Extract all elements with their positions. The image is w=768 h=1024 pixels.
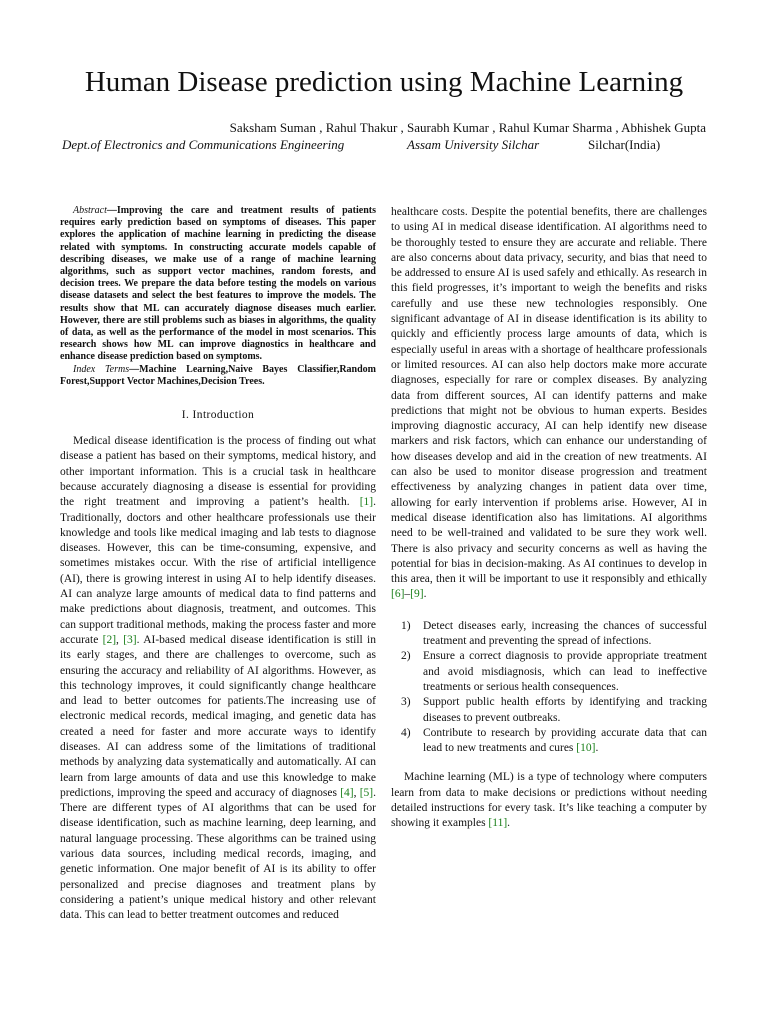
section-heading: I. Introduction xyxy=(181,409,255,422)
citation-link[interactable]: [4] xyxy=(340,786,354,799)
ml-paragraph xyxy=(391,770,707,831)
citation-link[interactable]: [9] xyxy=(410,588,424,601)
list-text: Ensure a correct diagnosis to provide appropriate treatment and avoid misdiagnosis, which can lead to ineffective treatments or serious health consequences. xyxy=(423,650,707,693)
affiliation-university: Assam University Silchar xyxy=(407,137,540,152)
intro-paragraph-continued-text xyxy=(391,205,707,603)
citation-link[interactable]: [2] xyxy=(102,633,117,646)
list-text: Detect diseases early, increasing the chances of successful treatment and preventing the spread of infections. xyxy=(423,619,707,648)
intro-text-2: . Traditionally, doctors and other healthcare professionals use their knowledge and tools like medical imaging and lab tests to diagnose diseases. However, this can be time-consuming, expensive, and sometimes mistakes occur. With the rise of artificial intelligence (AI), there is growing interest in using AI to help identify diseases. AI can analyze large amounts of medical data to find patterns and make predictions about diagnosis, treatment, and outcomes. This can support traditional methods, making the process faster and more accurate xyxy=(60,496,376,646)
citation-link[interactable]: [3] xyxy=(123,633,137,646)
citation-link[interactable]: [10] xyxy=(576,742,596,755)
intro-text-5: . xyxy=(423,588,427,601)
affiliation-department: Dept.of Electronics and Communications Engineering xyxy=(62,137,345,152)
author-list: Saksham Suman , Rahul Thakur , Saurabh Kumar , Rahul Kumar Sharma , Abhishek Gupta xyxy=(229,120,706,135)
list-text: Support public health efforts by identifying and tracking diseases to prevent outbreaks. xyxy=(423,696,707,724)
right-column xyxy=(391,205,707,832)
list-item xyxy=(401,695,707,726)
intro-text-3: . AI-based medical disease identification is still in its early stages, and there are challenges to overcome, such as ensuring the accuracy and reliability of AI algorithms. However, as this technology improves, it could significantly change healthcare and lead to better outcomes for patients.The increasing use of electronic medical records, medical imaging, and genetic data has created a need for faster and more accurate ways to identify diseases. AI can address some of the limitations of traditional methods by analyzing data systematically and automatically. AI can learn from large amounts of data and use this knowledge to make predictions, improving the speed and accuracy of diagnoses xyxy=(60,633,376,799)
paper-title: Human Disease prediction using Machine Learning xyxy=(84,66,684,98)
intro-text-4: . There are different types of AI algorithms that can be used for disease identification, such as machine learning, deep learning, and natural language processing. These algorithms can be trained using various data sources, including medical records, imaging, and genetic information. One major benefit of AI is its ability to offer personalized and precise diagnoses and treatment plans by considering a patient’s unique medical history and other relevant data. This can lead to better treatment outcomes and reduced xyxy=(60,786,377,922)
list-text-end: . xyxy=(595,742,599,755)
citation-separator: – xyxy=(404,588,411,601)
list-number: 4) xyxy=(401,726,411,739)
intro-text-4: healthcare costs. Despite the potential benefits, there are challenges to using AI in medical disease identification. AI algorithms need to be thoroughly tested to ensure they are accurate and reliable. There are also concerns about data privacy, security, and bias that need to be addressed to ensure AI is used safely and ethically. As research in this field progresses, it’s important to weigh the benefits and risks carefully and use these new technologies responsibly. One significant advantage of AI in disease identification is its ability to quickly and efficiently process large amounts of data, which is especially useful in areas with a shortage of healthcare professionals or limited resources. AI can also help doctors make more accurate diagnoses, especially for rare or complex diseases. By analyzing data from different sources, AI can identify patterns and make predictions that might not be obvious to human experts. Besides improving diagnostic accuracy, AI can help identify new disease markers and risk factors, which can enhance our understanding of how diseases develop and aid in the creation of new treatments. AI can also be used to monitor disease progression and treatment effectiveness by analyzing changes in patient data over time, allowing for early intervention if problems arise. However, AI in medical disease identification also has limitations. AI algorithms need to be well-trained and validated to be sure they work well. There is also privacy and security concerns as well as having the potential for bias in decision-making. As AI continues to develop in this area, then it will be important to use it responsibly and ethically xyxy=(391,206,707,586)
abstract-text: —Improving the care and treatment results of patients requires early prediction based on symptoms of diseases. This paper explores the application of machine learning in predicting the disease related with symptoms. In constructing accurate models capable of describing diseases, we make use of a range of machine learning algorithms, such as support vector machines, random forests, and decision trees. We prepare the data before testing the models on various disease datasets and select the best features to improve the models. The results show that ML can accurately diagnose diseases much earlier. However, there are still problems such as biases in algorithms, the quality of data, as well as the performance of the model in most scenarios. This research shows how ML can improve diagnostics in healthcare and enhance disease prediction based on symptoms. xyxy=(60,205,376,363)
ml-text-end: . xyxy=(507,817,511,830)
list-item xyxy=(401,726,707,757)
intro-paragraph xyxy=(60,434,376,924)
list-number: 1) xyxy=(401,619,411,632)
abstract-label: Abstract xyxy=(73,205,107,216)
citation-link[interactable]: [6] xyxy=(391,588,405,601)
list-item xyxy=(401,619,707,650)
abstract xyxy=(60,205,376,364)
intro-paragraph-continued xyxy=(391,205,707,603)
list-text: Contribute to research by providing accurate data that can lead to new treatments and cures xyxy=(423,726,707,755)
index-terms-label: Index Terms xyxy=(73,363,130,375)
affiliation-location: Silchar(India) xyxy=(588,137,661,152)
goals-list xyxy=(391,619,707,757)
citation-link[interactable]: [5] xyxy=(359,786,374,799)
citation-separator: , xyxy=(116,633,124,646)
citation-link[interactable]: [1] xyxy=(359,496,374,509)
list-number: 3) xyxy=(401,696,411,709)
index-terms-text: —Machine Learning,Naive Bayes Classifier,Random Forest,Support Vector Machines,Decision Trees. xyxy=(60,363,376,387)
ml-text: Machine learning (ML) is a type of technology where computers learn from data to make decisions or predictions without needing detailed instructions for every task. It’s like teaching a computer by showing it examples xyxy=(391,771,707,830)
list-item xyxy=(401,649,707,695)
citation-link[interactable]: [11] xyxy=(488,817,508,830)
index-terms xyxy=(60,364,376,388)
citation-separator: , xyxy=(353,786,360,799)
left-column xyxy=(60,205,376,924)
intro-text-1: Medical disease identification is the process of finding out what disease a patient has based on their symptoms, medical history, and other important information. This is a crucial task in healthcare because accurately diagnosing a disease is essential for providing the right treatment and improving a patient’s health. xyxy=(60,435,376,509)
list-number: 2) xyxy=(401,650,411,663)
